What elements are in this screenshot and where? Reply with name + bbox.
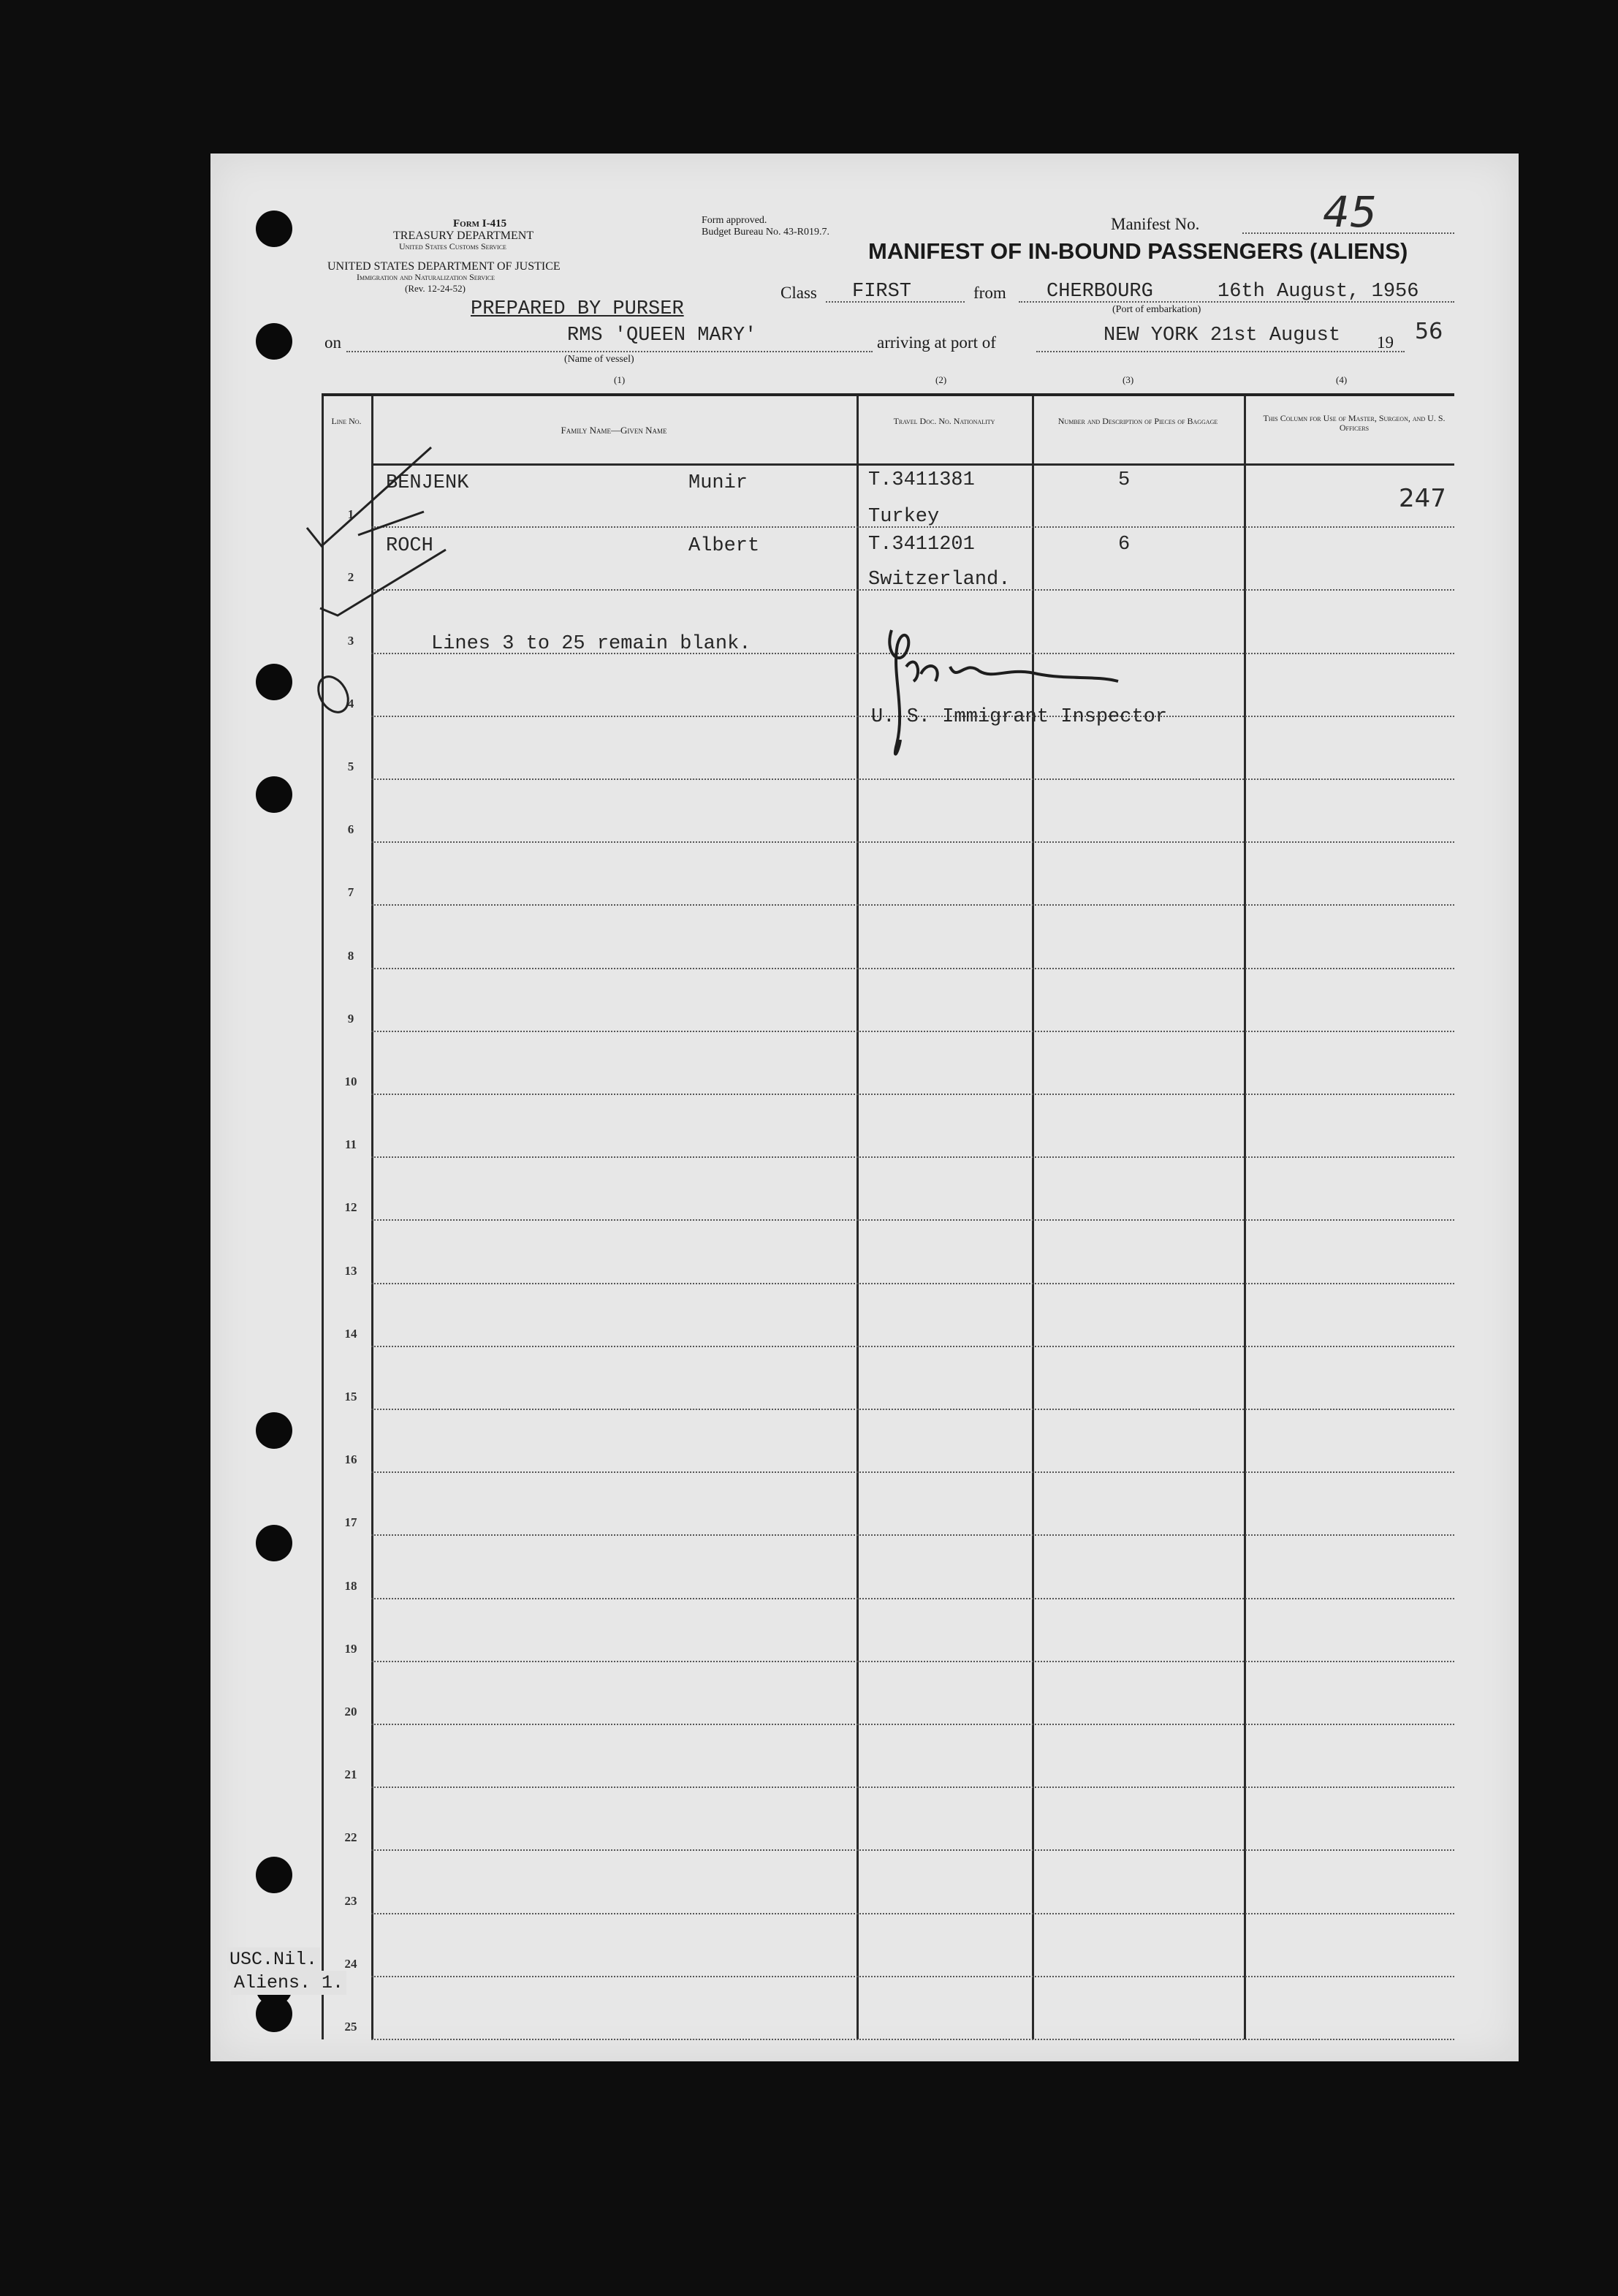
form-number: Form I-415	[453, 218, 507, 230]
line-number: 22	[344, 1830, 357, 1845]
row-rule	[371, 1031, 1454, 1032]
line-number: 12	[344, 1200, 357, 1215]
entry-2-baggage: 6	[1118, 534, 1131, 556]
line-number: 18	[344, 1578, 357, 1593]
punch-hole	[256, 776, 292, 813]
row-rule	[371, 1094, 1454, 1095]
row-rule	[371, 1976, 1454, 1977]
row-rule	[371, 1598, 1454, 1599]
col-number-2: (2)	[935, 374, 947, 385]
prepared-by: PREPARED BY PURSER	[471, 298, 684, 320]
line-number: 17	[344, 1515, 357, 1530]
row-rule	[371, 1346, 1454, 1347]
vessel-caption: (Name of vessel)	[564, 354, 634, 365]
line-number: 7	[347, 885, 354, 900]
row-rule	[371, 1283, 1454, 1284]
punch-hole	[256, 664, 292, 700]
col-number-3: (3)	[1123, 374, 1134, 385]
line-number: 1	[347, 507, 354, 522]
entry-1-baggage: 5	[1118, 469, 1131, 491]
vessel-name: RMS 'QUEEN MARY'	[567, 325, 757, 346]
budget-bureau: Budget Bureau No. 43-R019.7.	[702, 227, 829, 238]
row-rule	[371, 1724, 1454, 1725]
header-line-no: Line No.	[331, 416, 362, 426]
line-number: 14	[344, 1326, 357, 1341]
line-number: 5	[347, 759, 354, 773]
treasury-department: TREASURY DEPARTMENT	[393, 230, 534, 242]
punch-hole	[256, 1996, 292, 2032]
entry-2-family-name: ROCH	[386, 535, 433, 557]
row-rule	[371, 1913, 1454, 1914]
line-number: 9	[347, 1011, 354, 1026]
manifest-label: Manifest No.	[1111, 215, 1200, 233]
blank-lines-note: Lines 3 to 25 remain blank.	[431, 633, 751, 655]
entry-1-officer-note: 247	[1399, 484, 1446, 513]
arriving-label: arriving at port of	[877, 333, 996, 352]
entry-1-given-name: Munir	[688, 472, 748, 494]
punch-hole	[256, 1412, 292, 1449]
entry-1-nationality: Turkey	[868, 506, 940, 528]
class-label: Class	[780, 284, 817, 302]
line-number: 24	[344, 1956, 357, 1971]
departure-date: 16th August, 1956	[1218, 281, 1419, 303]
line-number: 16	[344, 1452, 357, 1467]
line-number: 25	[344, 2020, 357, 2034]
line-number: 2	[347, 570, 354, 585]
port-embarkation-caption: (Port of embarkation)	[1112, 304, 1201, 315]
row-rule	[371, 841, 1454, 843]
form-revision: (Rev. 12-24-52)	[405, 283, 466, 294]
row-rule	[371, 1471, 1454, 1473]
arrival-year-suffix: 56	[1415, 319, 1443, 344]
arrival-year-prefix: 19	[1377, 333, 1394, 352]
line-number: 3	[347, 633, 354, 648]
row-rule	[371, 1409, 1454, 1410]
row-rule	[371, 1661, 1454, 1662]
row-rule	[371, 1156, 1454, 1158]
entry-2-nationality: Switzerland.	[868, 569, 1011, 591]
row-rule	[371, 1849, 1454, 1851]
line-number: 20	[344, 1705, 357, 1719]
entry-1-family-name: BENJENK	[386, 472, 469, 494]
header-family-name: Family Name—Given Name	[561, 425, 667, 436]
punch-hole	[256, 323, 292, 360]
department-of-justice: UNITED STATES DEPARTMENT OF JUSTICE	[327, 260, 561, 273]
inspector-signature	[877, 623, 878, 624]
line-number: 8	[347, 948, 354, 963]
punch-hole	[256, 1525, 292, 1561]
line-number: 21	[344, 1768, 357, 1782]
entry-2-travel-doc: T.3411201	[868, 534, 975, 556]
check-marks	[300, 440, 301, 442]
arrival-port-date: NEW YORK 21st August	[1104, 325, 1341, 346]
class-value: FIRST	[852, 281, 912, 303]
entry-1-travel-doc: T.3411381	[868, 469, 975, 491]
line-number: 6	[347, 822, 354, 837]
col-number-4: (4)	[1336, 374, 1348, 385]
on-label: on	[324, 333, 341, 352]
row-rule	[371, 904, 1454, 906]
line-number: 10	[344, 1075, 357, 1088]
row-rule	[371, 968, 1454, 969]
punch-hole	[256, 1857, 292, 1893]
from-label: from	[973, 284, 1006, 302]
margin-note-usc: USC.Nil.	[227, 1947, 320, 1971]
manifest-table	[322, 393, 1454, 2039]
margin-note-aliens: Aliens. 1.	[231, 1971, 346, 1995]
header-officers-column: This Column for Use of Master, Surgeon, and U. S. Officers	[1263, 413, 1446, 433]
customs-service: United States Customs Service	[399, 241, 506, 251]
form-approved: Form approved.	[702, 215, 767, 226]
punch-hole	[256, 211, 292, 247]
row-rule	[371, 2039, 1454, 2040]
line-number: 11	[344, 1137, 357, 1152]
from-port: CHERBOURG	[1047, 281, 1153, 303]
manifest-number: 45	[1323, 187, 1377, 237]
line-number: 15	[344, 1390, 357, 1403]
line-number: 13	[344, 1263, 357, 1278]
line-number: 19	[344, 1641, 357, 1656]
header-travel-doc: Travel Doc. No. Nationality	[893, 416, 995, 426]
header-baggage: Number and Description of Pieces of Baggage	[1057, 416, 1218, 426]
row-rule	[371, 1219, 1454, 1221]
line-number: 23	[344, 1893, 357, 1908]
manifest-title: MANIFEST OF IN-BOUND PASSENGERS (ALIENS)	[868, 238, 1408, 264]
line-number: 4	[347, 696, 354, 711]
ins-service: Immigration and Naturalization Service	[357, 272, 495, 282]
row-rule	[371, 1787, 1454, 1788]
entry-2-given-name: Albert	[688, 535, 760, 557]
col-number-1: (1)	[614, 374, 626, 385]
row-rule	[371, 1534, 1454, 1536]
inspector-label: U. S. Immigrant Inspector	[871, 706, 1168, 728]
row-rule	[371, 778, 1454, 780]
